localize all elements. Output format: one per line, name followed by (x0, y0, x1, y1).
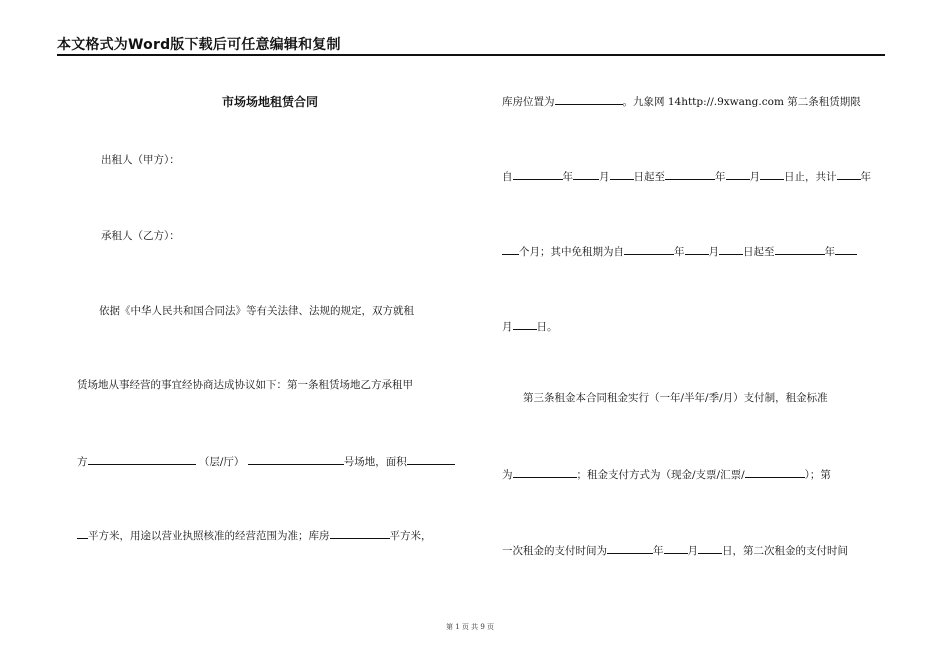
rent-free-text: 日起至 (743, 246, 775, 258)
lessee-line: 承租人（乙方）： (101, 230, 180, 242)
premises-label-a: 方 (77, 456, 88, 468)
rent-free-text: 个月；其中免租期为自 (519, 246, 624, 258)
rent-standard-text: ）；第 (804, 469, 831, 481)
lessor-line: 出租人（甲方）： (101, 154, 180, 166)
payment-time-text: 日，第二次租金的支付时间 (722, 545, 848, 557)
blank-field (665, 168, 715, 180)
payment-time-text: 年 (653, 545, 664, 557)
blank-field (719, 243, 743, 255)
warehouse-label-a: 库房位置为 (502, 96, 555, 108)
term-line (502, 168, 871, 184)
term-text: 日止，共计 (784, 171, 837, 183)
rent-free-text: 年 (824, 246, 835, 258)
blank-field (745, 466, 805, 478)
blank-field (698, 542, 722, 554)
rent-free-end-text: 月 (502, 321, 513, 333)
basis-line: 依据《中华人民共和国合同法》等有关法律、法规的规定，双方就租 (99, 305, 414, 317)
rent-free-text: 年 (674, 246, 685, 258)
rent-standard-text: ；租金支付方式为（现金/支票/汇票/ (576, 469, 745, 481)
blank-field (555, 93, 623, 105)
payment-time-text: 一次租金的支付时间为 (502, 545, 607, 557)
premises-label-c: 号场地，面积 (343, 456, 407, 468)
blank-field (330, 527, 390, 539)
blank-field (607, 542, 653, 554)
term-text: 自 (502, 171, 513, 183)
blank-field (837, 168, 861, 180)
download-banner: 本文格式为Word版下载后可任意编辑和复制 (57, 37, 341, 53)
blank-field (664, 542, 688, 554)
document-title: 市场场地租赁合同 (221, 95, 318, 109)
term-text: 日起至 (633, 171, 665, 183)
premises-label-b: （层/厅） (198, 456, 245, 468)
blank-field (610, 168, 634, 180)
rent-free-line (502, 243, 857, 259)
blank-field (685, 243, 709, 255)
blank-field (624, 243, 674, 255)
blank-field (760, 168, 784, 180)
rent-clause-line: 第三条租金本合同租金实行（一年/半年/季/月）支付制，租金标准 (523, 392, 828, 404)
term-text: 年 (562, 171, 573, 183)
blank-field (88, 453, 196, 465)
blank-field (835, 243, 857, 255)
blank-field (726, 168, 750, 180)
term-text: 年 (715, 171, 726, 183)
area-line (77, 527, 432, 543)
term-text: 年 (860, 171, 871, 183)
rent-standard-text: 为 (502, 469, 513, 481)
blank-field (513, 168, 563, 180)
blank-field (248, 453, 344, 465)
warehouse-label-b: 。九象网 14http://.9xwang.com 第二条租赁期限 (622, 96, 861, 108)
premises-line (77, 453, 455, 469)
blank-field (407, 453, 455, 465)
basis-continued-line: 赁场地从事经营的事宜经协商达成协议如下：第一条租赁场地乙方承租甲 (77, 379, 413, 391)
rent-free-end-text: 日。 (536, 321, 558, 333)
rent-free-text: 月 (708, 246, 719, 258)
rent-standard-line (502, 466, 831, 482)
header-divider (57, 54, 885, 56)
payment-time-line (502, 542, 848, 558)
area-label-b: 平方米， (389, 530, 432, 542)
payment-time-text: 月 (687, 545, 698, 557)
blank-field (573, 168, 599, 180)
term-text: 月 (599, 171, 610, 183)
blank-field (775, 243, 825, 255)
warehouse-line (502, 93, 861, 109)
blank-field (513, 318, 537, 330)
blank-field (502, 243, 519, 255)
area-label-a: 平方米，用途以营业执照核准的经营范围为准；库房 (88, 530, 330, 542)
rent-free-end-line (502, 318, 558, 334)
blank-field (77, 527, 88, 539)
blank-field (513, 466, 577, 478)
term-text: 月 (749, 171, 760, 183)
page-number: 第 1 页 共 9 页 (445, 623, 495, 631)
